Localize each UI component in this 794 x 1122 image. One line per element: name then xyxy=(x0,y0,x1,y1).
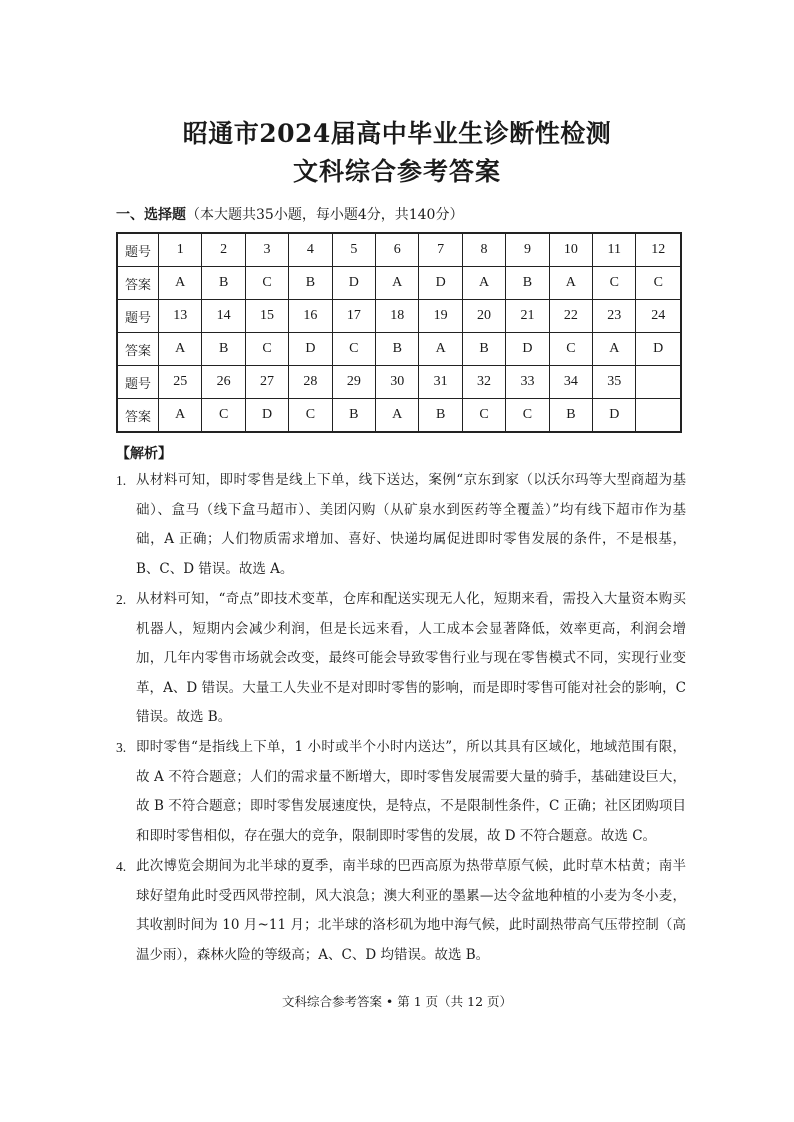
table-cell: B xyxy=(376,333,419,366)
table-cell xyxy=(636,399,681,433)
table-cell: 18 xyxy=(376,300,419,333)
row-header: 答案 xyxy=(117,399,159,433)
answer-table xyxy=(116,232,682,433)
table-cell: A xyxy=(159,267,202,300)
table-cell: A xyxy=(462,267,505,300)
document-subtitle: 文科综合参考答案 xyxy=(292,157,501,186)
table-cell: 11 xyxy=(593,233,636,267)
page-footer: 文科综合参考答案 • 第 1 页（共 12 页） xyxy=(281,994,513,1009)
table-cell: A xyxy=(159,333,202,366)
table-cell: 29 xyxy=(332,366,375,399)
table-cell: 31 xyxy=(419,366,462,399)
item-text: 此次博览会期间为北半球的夏季，南半球的巴西高原为热带草原气候，此时草木枯黄；南半球好望角此时受西风带控制，风大浪急；澳大利亚的墨累—达令盆地种植的小麦为冬小麦，其收割时间为 10 月~11 月；北半球的洛杉矶为地中海气候，此时副热带高气压带控制（高温少雨），森林火险的等级高；A、C、D 均错误。故选 B。 xyxy=(136,858,686,963)
section-note: （本大题共35小题，每小题4分，共140分） xyxy=(186,207,464,223)
table-cell: C xyxy=(202,399,245,433)
table-cell: 30 xyxy=(376,366,419,399)
table-cell: 7 xyxy=(419,233,462,267)
section-heading xyxy=(116,204,463,224)
table-row xyxy=(117,399,681,433)
table-cell: 6 xyxy=(376,233,419,267)
table-cell: D xyxy=(593,399,636,433)
table-cell: D xyxy=(332,267,375,300)
table-cell: 2 xyxy=(202,233,245,267)
table-cell: 8 xyxy=(462,233,505,267)
table-cell: C xyxy=(636,267,681,300)
table-cell xyxy=(636,366,681,399)
table-cell: B xyxy=(506,267,549,300)
row-header: 题号 xyxy=(117,300,159,333)
answer-explanation-2 xyxy=(116,585,686,733)
item-number: 4. xyxy=(116,859,127,874)
table-cell: B xyxy=(462,333,505,366)
table-cell: C xyxy=(245,333,288,366)
table-row xyxy=(117,267,681,300)
table-cell: 35 xyxy=(593,366,636,399)
item-number: 2. xyxy=(116,592,127,607)
table-cell: 1 xyxy=(159,233,202,267)
table-row xyxy=(117,333,681,366)
table-cell: 4 xyxy=(289,233,332,267)
table-cell: 16 xyxy=(289,300,332,333)
table-cell: 34 xyxy=(549,366,592,399)
row-header: 答案 xyxy=(117,267,159,300)
table-row xyxy=(117,300,681,333)
table-cell: C xyxy=(549,333,592,366)
table-cell: A xyxy=(419,333,462,366)
table-cell: 14 xyxy=(202,300,245,333)
item-text: 从材料可知，即时零售是线上下单，线下送达，案例“京东到家（以沃尔玛等大型商超为基础）、盒马（线下盒马超市）、美团闪购（从矿泉水到医药等全覆盖）”均有线下超市作为基础，A 正确；人们物质需求增加、喜好、快递均属促进即时零售发展的条件，不是根基，B、C、D 错误。故选 A。 xyxy=(136,472,686,577)
item-number: 3. xyxy=(116,740,127,755)
row-header: 题号 xyxy=(117,233,159,267)
table-cell: A xyxy=(376,399,419,433)
table-cell: 21 xyxy=(506,300,549,333)
table-cell: D xyxy=(289,333,332,366)
table-cell: 9 xyxy=(506,233,549,267)
table-cell: B xyxy=(289,267,332,300)
table-cell: 32 xyxy=(462,366,505,399)
table-cell: B xyxy=(202,267,245,300)
table-cell: C xyxy=(593,267,636,300)
table-cell: D xyxy=(419,267,462,300)
table-cell: C xyxy=(506,399,549,433)
answer-explanation-3 xyxy=(116,733,686,851)
table-cell: B xyxy=(332,399,375,433)
table-cell: 17 xyxy=(332,300,375,333)
table-cell: 28 xyxy=(289,366,332,399)
table-cell: 26 xyxy=(202,366,245,399)
table-cell: 33 xyxy=(506,366,549,399)
answer-explanation-1 xyxy=(116,466,686,584)
table-cell: 22 xyxy=(549,300,592,333)
item-number: 1. xyxy=(116,473,127,488)
table-cell: 25 xyxy=(159,366,202,399)
table-cell: C xyxy=(462,399,505,433)
document-title: 昭通市2024届高中毕业生诊断性检测 xyxy=(182,119,612,148)
table-cell: 23 xyxy=(593,300,636,333)
row-header: 题号 xyxy=(117,366,159,399)
table-cell: B xyxy=(419,399,462,433)
table-row xyxy=(117,366,681,399)
table-cell: A xyxy=(593,333,636,366)
table-cell: B xyxy=(202,333,245,366)
table-cell: B xyxy=(549,399,592,433)
table-cell: A xyxy=(376,267,419,300)
section-label: 一、选择题 xyxy=(116,207,186,223)
item-text: 即时零售“是指线上下单，1 小时或半个小时内送达”，所以其具有区域化，地域范围有限，故 A 不符合题意；人们的需求量不断增大，即时零售发展需要大量的骑手，基础建设巨大，故 B 不符合题意；即时零售发展速度快，是特点，不是限制性条件，C 正确；社区团购项目和即时零售相似，存在强大的竞争，限制即时零售的发展，故 D 不符合题意。故选 C。 xyxy=(136,739,686,844)
table-cell: C xyxy=(332,333,375,366)
table-cell: C xyxy=(245,267,288,300)
table-cell: 27 xyxy=(245,366,288,399)
table-cell: A xyxy=(549,267,592,300)
table-cell: 13 xyxy=(159,300,202,333)
table-cell: 15 xyxy=(245,300,288,333)
table-cell: 24 xyxy=(636,300,681,333)
table-row xyxy=(117,233,681,267)
table-cell: 20 xyxy=(462,300,505,333)
table-cell: 19 xyxy=(419,300,462,333)
table-cell: D xyxy=(506,333,549,366)
table-cell: 12 xyxy=(636,233,681,267)
table-cell: C xyxy=(289,399,332,433)
analysis-heading: 【解析】 xyxy=(116,446,172,462)
table-cell: A xyxy=(159,399,202,433)
table-cell: 5 xyxy=(332,233,375,267)
item-text: 从材料可知，“奇点”即技术变革，仓库和配送实现无人化，短期来看，需投入大量资本购买机器人，短期内会减少利润，但是长远来看，人工成本会显著降低，效率更高，利润会增加，几年内零售市场就会改变，最终可能会导致零售行业与现在零售模式不同，实现行业变革，A、D 错误。大量工人失业不是对即时零售的影响，而是即时零售可能对社会的影响，C 错误。故选 B。 xyxy=(136,591,686,725)
table-cell: 10 xyxy=(549,233,592,267)
answer-explanation-4 xyxy=(116,852,686,970)
table-cell: D xyxy=(245,399,288,433)
row-header: 答案 xyxy=(117,333,159,366)
table-cell: 3 xyxy=(245,233,288,267)
table-cell: D xyxy=(636,333,681,366)
